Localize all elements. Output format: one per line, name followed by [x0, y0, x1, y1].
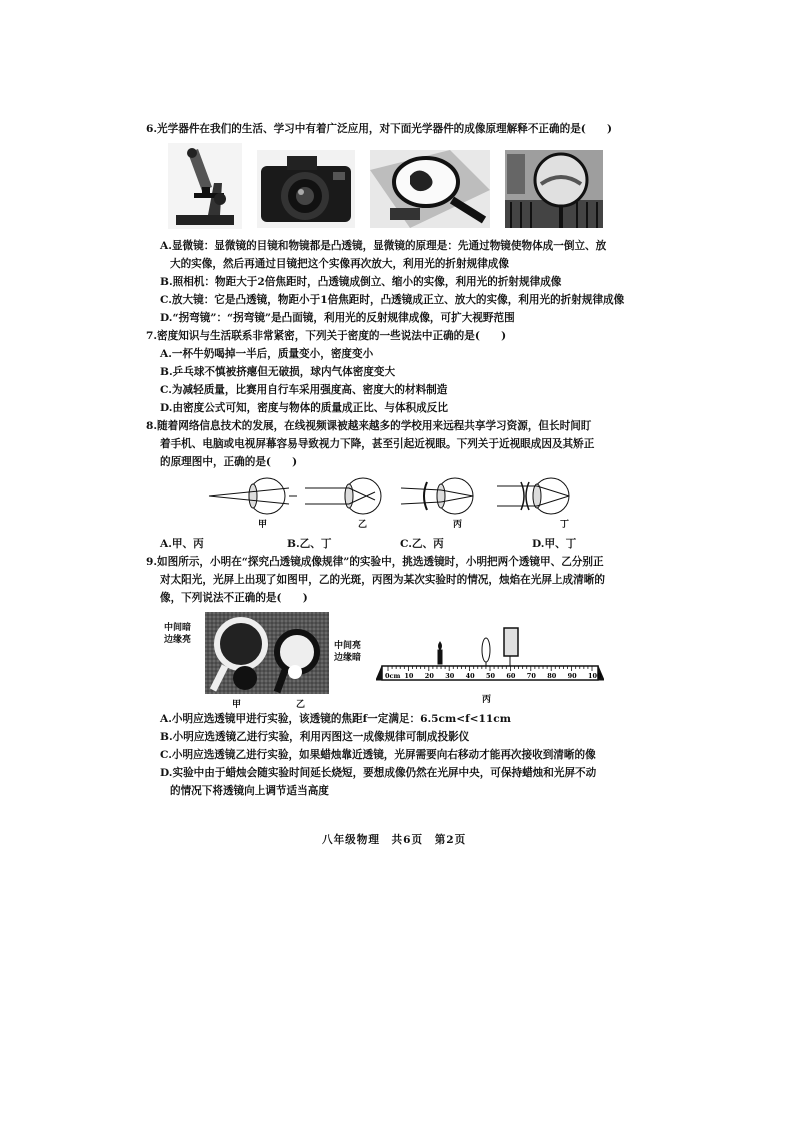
- q7-option-d: D.由密度公式可知，密度与物体的质量成正比、与体积成反比: [160, 402, 448, 414]
- q9-fig-label-jia: 甲: [232, 700, 242, 710]
- q7-stem: 7.密度知识与生活联系非常紧密，下列关于密度的一些说法中正确的是( ): [146, 330, 507, 342]
- q8-option-c: C.乙、丙: [400, 538, 444, 550]
- ruler-tick-label: 60: [506, 672, 516, 680]
- ruler-tick-label: 100: [588, 672, 602, 680]
- ruler-tick-label: 40: [465, 672, 475, 680]
- eye-diagrams: [205, 474, 605, 522]
- q9-stem-line1: 9.如图所示，小明在“探究凸透镜成像规律”的实验中，挑选透镜时，小明把两个透镜甲、乙分别正: [146, 556, 604, 568]
- q9-fig-label-bing: 丙: [482, 695, 492, 705]
- convex-mirror-icon: [505, 150, 603, 228]
- q6-option-a-cont: 大的实像，然后再通过目镜把这个实像再次放大，利用光的折射规律成像: [170, 258, 509, 270]
- q7-option-c: C.为减轻质量，比赛用自行车采用强度高、密度大的材料制造: [160, 384, 448, 396]
- q8-stem-line2: 着手机、电脑或电视屏幕容易导致视力下降，甚至引起近视眼。下列关于近视眼成因及其矫正: [160, 438, 595, 450]
- q6-stem: 6.光学器件在我们的生活、学习中有着广泛应用，对下面光学器件的成像原理解释不正确的是( ): [146, 123, 613, 135]
- q9-option-b: B.小明应选透镜乙进行实验，利用丙图这一成像规律可制成投影仪: [160, 731, 470, 743]
- q9-label-left-line1: 中间暗: [164, 623, 192, 633]
- ruler-tick-label: 90: [567, 672, 577, 680]
- ruler-unit: 0cm: [385, 672, 401, 680]
- q6-option-a: A.显微镜：显微镜的目镜和物镜都是凸透镜，显微镜的原理是：先通过物镜使物体成一倒立、放: [160, 240, 607, 252]
- q8-fig-label-4: 丁: [560, 520, 570, 530]
- q8-option-a: A.甲、丙: [160, 538, 204, 550]
- q8-fig-label-3: 丙: [453, 520, 463, 530]
- q8-fig-label-1: 甲: [258, 520, 268, 530]
- ruler-tick-label: 30: [445, 672, 455, 680]
- microscope-icon: [168, 143, 242, 229]
- q9-fig-label-yi: 乙: [296, 700, 306, 710]
- ruler-tick-label: 80: [547, 672, 557, 680]
- q9-option-c: C.小明应选透镜乙进行实验，如果蜡烛靠近透镜，光屏需要向右移动才能再次接收到清晰的像: [160, 749, 596, 761]
- q6-option-c: C.放大镜：它是凸透镜，物距小于1倍焦距时，凸透镜成正立、放大的实像，利用光的折射规律成像: [160, 294, 625, 306]
- page-footer: 八年级物理 共6页 第2页: [322, 834, 467, 846]
- ruler-tick-label: 70: [526, 672, 536, 680]
- camera-icon: [257, 150, 355, 228]
- q7-option-a: A.一杯牛奶喝掉一半后，质量变小，密度变小: [160, 348, 374, 360]
- q7-option-b: B.乒乓球不慎被挤瘪但无破损，球内气体密度变大: [160, 366, 396, 378]
- q9-stem-line2: 对太阳光，光屏上出现了如图甲，乙的光斑，丙图为某次实验时的情况，烛焰在光屏上成清晰的: [160, 574, 605, 586]
- ruler-tick-label: 50: [486, 672, 496, 680]
- lens-photo: [205, 612, 329, 694]
- q9-label-left-line2: 边缘亮: [164, 635, 192, 645]
- q6-option-b: B.照相机：物距大于2倍焦距时，凸透镜成倒立、缩小的实像，利用光的折射规律成像: [160, 276, 562, 288]
- q6-option-d: D.“拐弯镜”：“拐弯镜”是凸面镜，利用光的反射规律成像，可扩大视野范围: [160, 312, 515, 324]
- optical-bench: [376, 620, 604, 690]
- q9-stem-line3: 像，下列说法不正确的是( ): [160, 592, 308, 604]
- q9-option-d: D.实验中由于蜡烛会随实验时间延长烧短，要想成像仍然在光屏中央，可保持蜡烛和光屏不动: [160, 767, 597, 779]
- q8-fig-label-2: 乙: [358, 520, 368, 530]
- q8-stem-line1: 8.随着网络信息技术的发展，在线视频课被越来越多的学校用来远程共享学习资源，但长时间盯: [146, 420, 592, 432]
- q9-option-d-cont: 的情况下将透镜向上调节适当高度: [170, 785, 329, 797]
- q8-option-d: D.甲、丁: [532, 538, 577, 550]
- q9-option-a: A.小明应选透镜甲进行实验，该透镜的焦距f一定满足：6.5cm<f<11cm: [160, 713, 511, 725]
- ruler-tick-label: 20: [424, 672, 434, 680]
- q8-option-b: B.乙、丁: [287, 538, 332, 550]
- q9-label-right-line2: 边缘暗: [334, 653, 362, 663]
- q8-stem-line3: 的原理图中，正确的是( ): [160, 456, 298, 468]
- q9-label-right-line1: 中间亮: [334, 641, 362, 651]
- magnifier-icon: [370, 150, 490, 228]
- ruler-tick-label: 10: [404, 672, 414, 680]
